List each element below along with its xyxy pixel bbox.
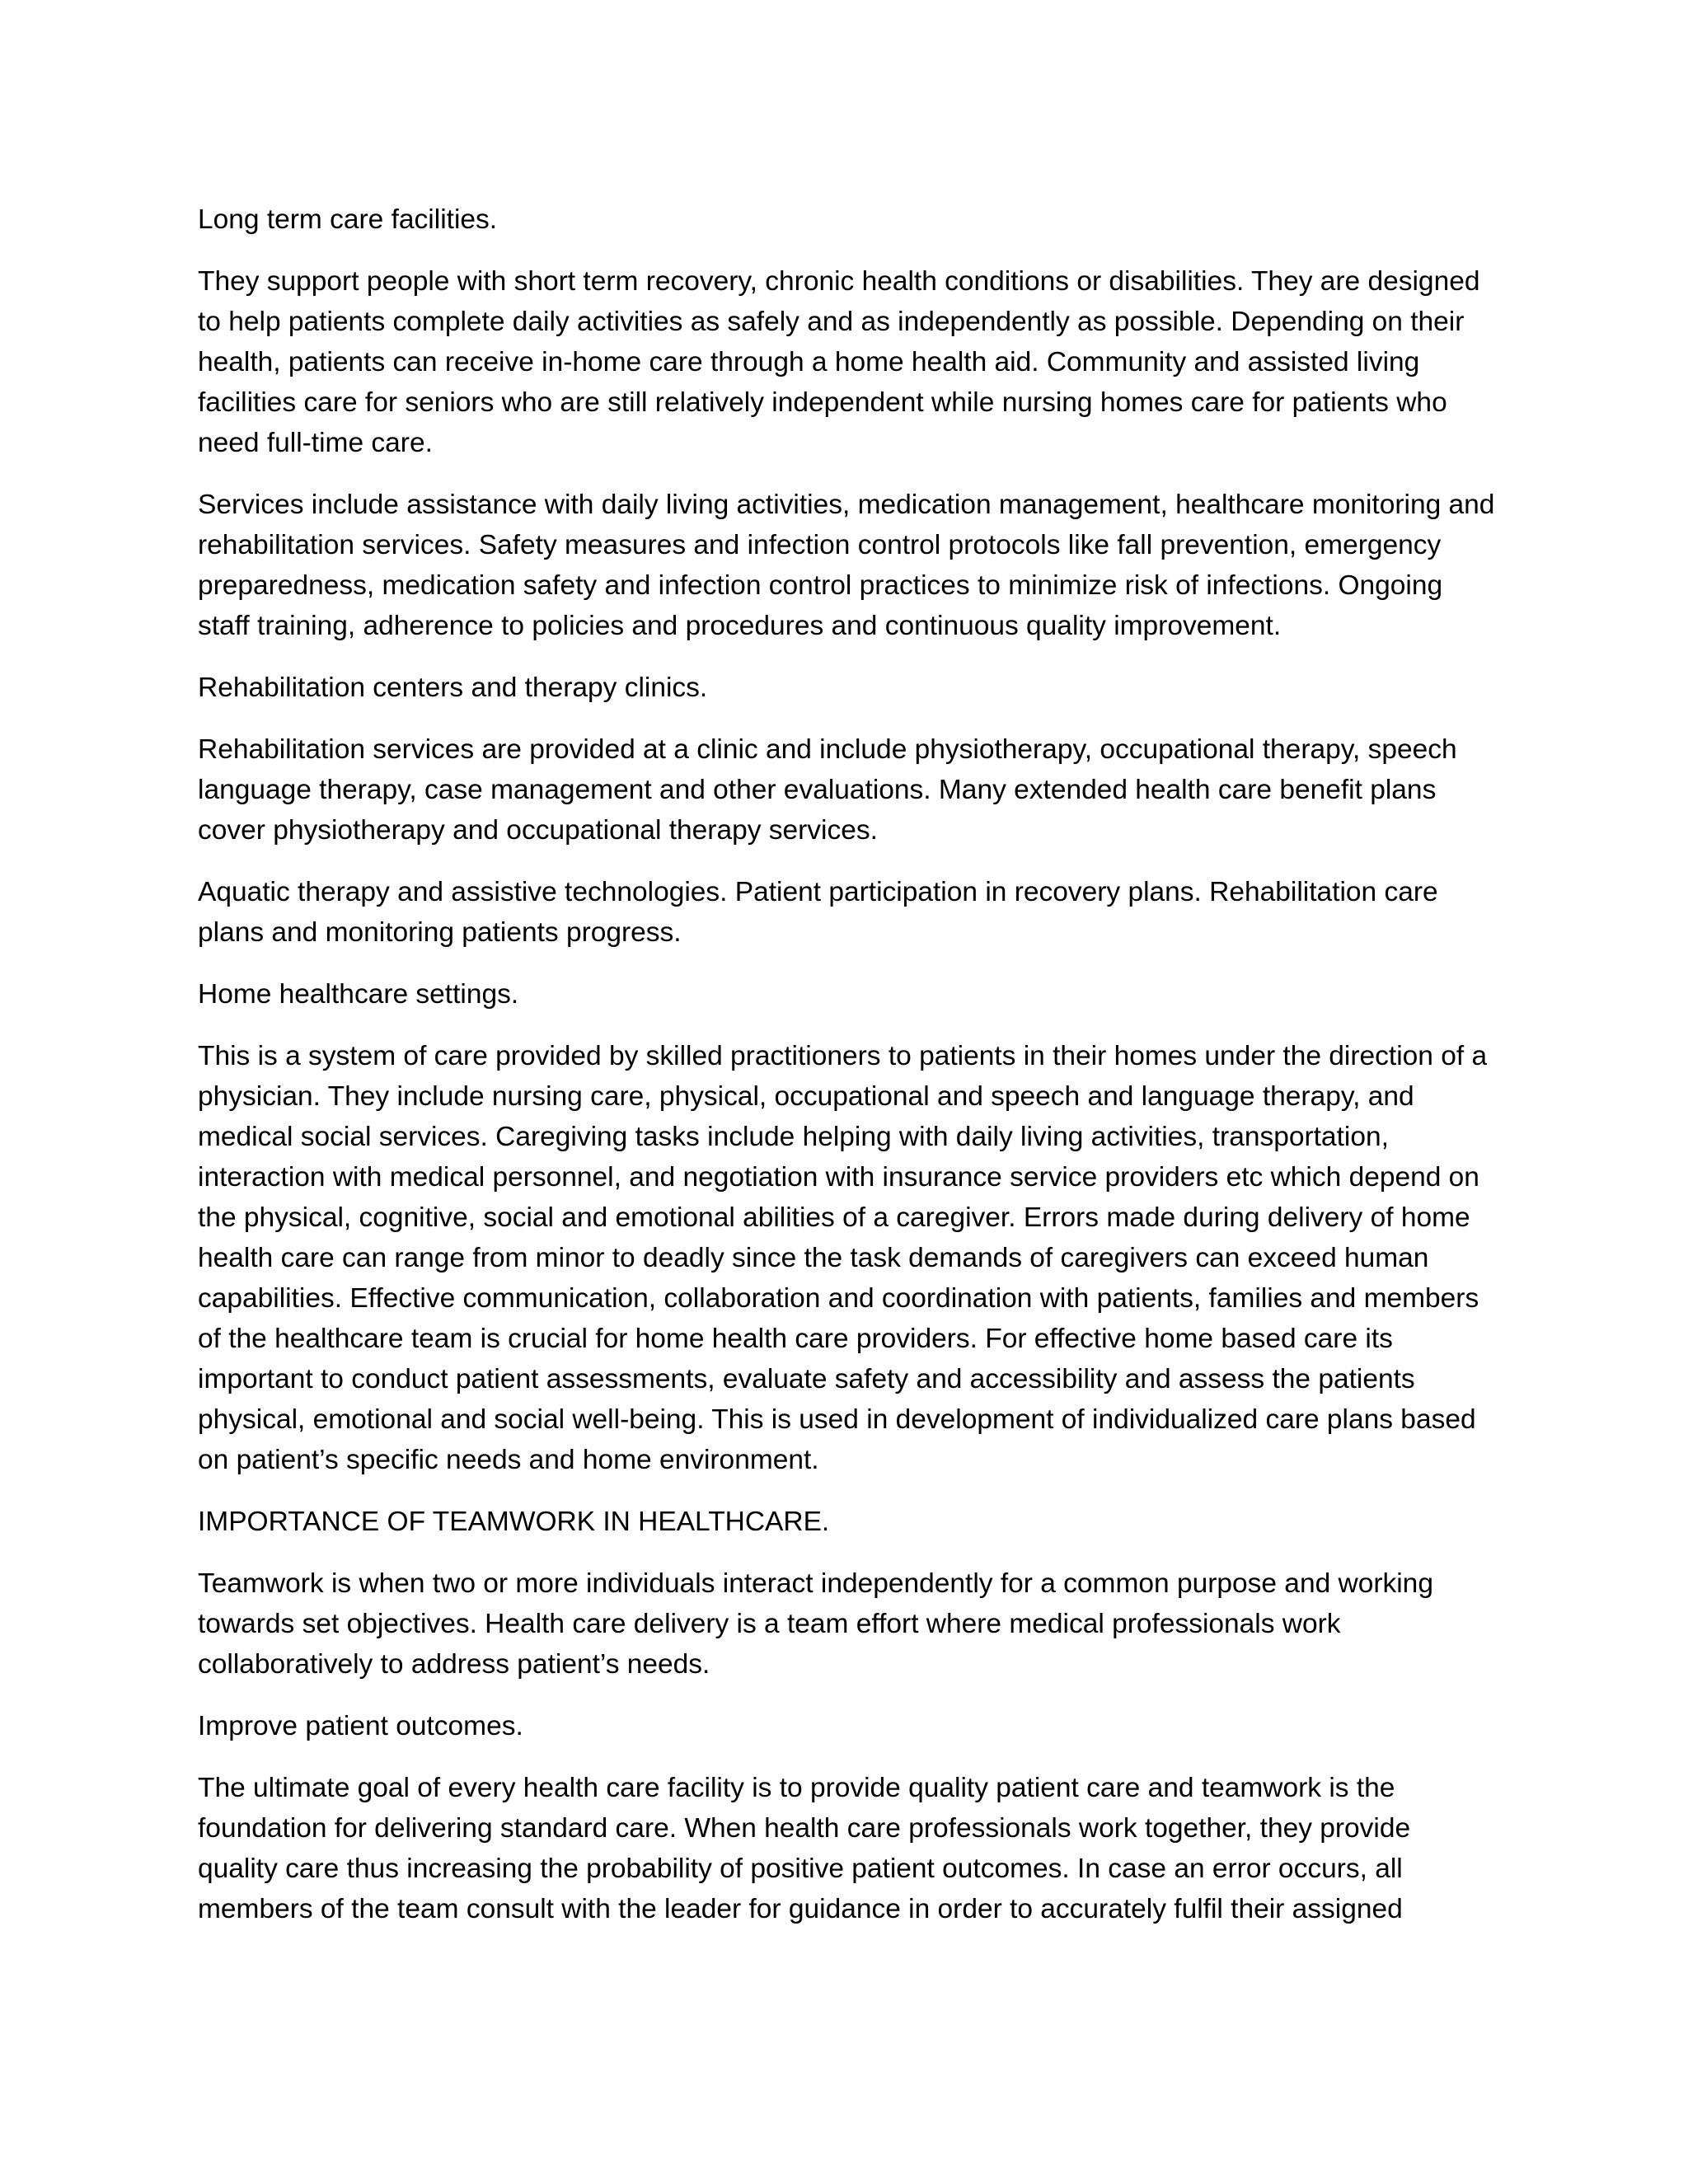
paragraph-long-term-care-services: Services include assistance with daily living activities, medication management, healthcare monitoring and rehabilitation services. Safety measures and infection control protocols like fall prevention, emergency preparedness, medication safety and infection control practices to minimize risk of infections. Ongoing staff training, adherence to policies and procedures and continuous quality improvement. (198, 490, 1495, 641)
heading-teamwork-importance: IMPORTANCE OF TEAMWORK IN HEALTHCARE. (198, 1507, 830, 1537)
document-body (198, 199, 1496, 1951)
heading-patient-outcomes: Improve patient outcomes. (198, 1711, 523, 1741)
paragraph-rehabilitation-services: Rehabilitation services are provided at a clinic and include physiotherapy, occupational therapy, speech language therapy, case management and other evaluations. Many extended health care benefit plans cover physiotherapy and occupational therapy services. (198, 734, 1457, 846)
paragraph-home-healthcare: This is a system of care provided by skilled practitioners to patients in their homes under the direction of a physician. They include nursing care, physical, occupational and speech and language therapy, and medical social services. Caregiving tasks include helping with daily living activities, transportation, interaction with medical personnel, and negotiation with insurance service providers etc which depend on the physical, cognitive, social and emotional abilities of a caregiver. Errors made during delivery of home health care can range from minor to deadly since the task demands of caregivers can exceed human capabilities. Effective communication, collaboration and coordination with patients, families and members of the healthcare team is crucial for home health care providers. For effective home based care its important to conduct patient assessments, evaluate safety and accessibility and assess the patients physical, emotional and social well-being. This is used in development of individualized care plans based on patient’s specific needs and home environment. (198, 1041, 1488, 1475)
heading-home-healthcare: Home healthcare settings. (198, 979, 519, 1010)
paragraph-patient-outcomes: The ultimate goal of every health care facility is to provide quality patient care and teamwork is the foundation for delivering standard care. When health care professionals work together, they provide quality care thus increasing the probability of positive patient outcomes. In case an error occurs, all members of the team consult with the leader for guidance in order to accurately fulfil their assigned (198, 1773, 1411, 1924)
heading-long-term-care: Long term care facilities. (198, 204, 498, 235)
heading-rehabilitation-centers: Rehabilitation centers and therapy clinics. (198, 673, 708, 703)
paragraph-aquatic-therapy: Aquatic therapy and assistive technologies. Patient participation in recovery plans. Rehabilitation care plans and monitoring patients progress. (198, 877, 1438, 948)
paragraph-teamwork-definition: Teamwork is when two or more individuals interact independently for a common purpose and working towards set objectives. Health care delivery is a team effort where medical professionals work collaboratively to address patient’s needs. (198, 1568, 1433, 1680)
paragraph-long-term-care-support: They support people with short term recovery, chronic health conditions or disabilities. They are designed to help patients complete daily activities as safely and as independently as possible. Depending on their health, patients can receive in-home care through a home health aid. Community and assisted living facilities care for seniors who are still relatively independent while nursing homes care for patients who need full-time care. (198, 266, 1480, 458)
